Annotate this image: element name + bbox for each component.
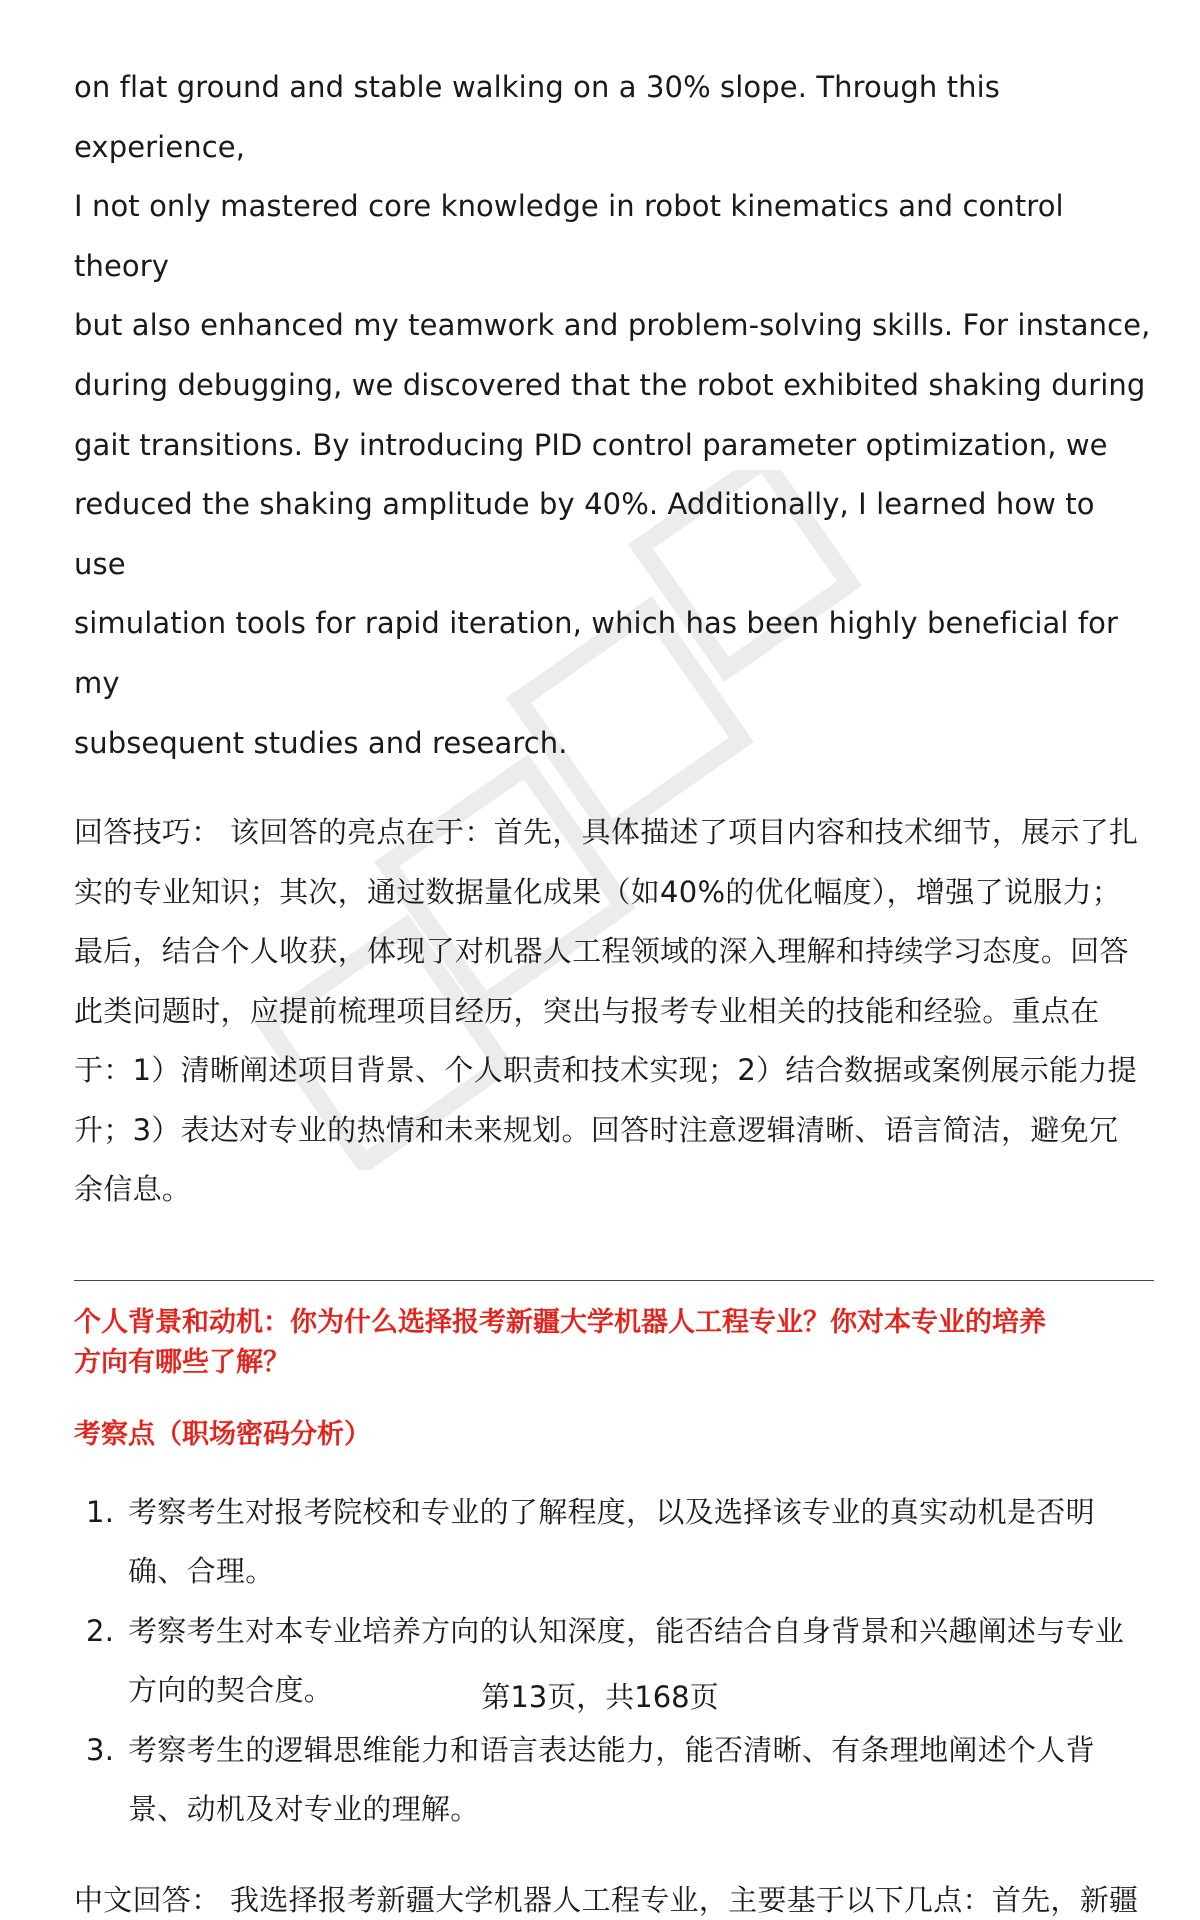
chinese-answer-start: 中文回答： 我选择报考新疆大学机器人工程专业，主要基于以下几点：首先，新疆 <box>74 1882 1139 1917</box>
question-heading <box>74 1303 1154 1383</box>
page-footer: 第13页，共168页 <box>481 1680 719 1714</box>
english-answer-paragraph <box>74 58 1154 773</box>
list-item-line: 方向的契合度。 <box>128 1673 334 1708</box>
text-line: 回答技巧： 该回答的亮点在于：首先，具体描述了项目内容和技术细节，展示了扎 <box>74 815 1139 850</box>
list-number: 1. <box>86 1494 115 1529</box>
text-line: simulation tools for rapid iteration, which has been highly beneficial for my <box>74 606 1119 700</box>
text-line: 于：1）清晰阐述项目背景、个人职责和技术实现；2）结合数据或案例展示能力提 <box>74 1053 1138 1088</box>
list-number: 2. <box>86 1613 115 1648</box>
text-line: but also enhanced my teamwork and problem-solving skills. For instance, <box>74 308 1151 343</box>
list-item-line: 考察考生对报考院校和专业的了解程度，以及选择该专业的真实动机是否明 <box>128 1494 1095 1529</box>
list-item-line: 确、合理。 <box>128 1554 275 1589</box>
text-line: 实的专业知识；其次，通过数据量化成果（如40%的优化幅度），增强了说服力； <box>74 874 1122 909</box>
text-line: reduced the shaking amplitude by 40%. Additionally, I learned how to use <box>74 487 1095 581</box>
list-item-line: 考察考生对本专业培养方向的认知深度，能否结合自身背景和兴趣阐述与专业 <box>128 1613 1125 1648</box>
question-line: 方向有哪些了解？ <box>74 1346 290 1378</box>
text-line: 此类问题时，应提前梳理项目经历，突出与报考专业相关的技能和经验。重点在 <box>74 993 1100 1028</box>
section-divider <box>74 1280 1154 1281</box>
question-line: 个人背景和动机：你为什么选择报考新疆大学机器人工程专业？你对本专业的培养 <box>74 1306 1046 1338</box>
list-item-line: 景、动机及对专业的理解。 <box>128 1792 480 1827</box>
answer-tips-paragraph <box>74 803 1154 1220</box>
list-number: 3. <box>86 1732 115 1767</box>
text-line: 升；3）表达对专业的热情和未来规划。回答时注意逻辑清晰、语言简洁，避免冗 <box>74 1112 1119 1147</box>
text-line: during debugging, we discovered that the robot exhibited shaking during <box>74 367 1146 402</box>
page-content <box>74 58 1154 1920</box>
list-item <box>74 1483 1154 1602</box>
text-line: I not only mastered core knowledge in robot kinematics and control theory <box>74 189 1064 283</box>
list-item <box>74 1721 1154 1840</box>
analysis-heading: 考察点（职场密码分析） <box>74 1418 371 1450</box>
text-line: gait transitions. By introducing PID control parameter optimization, we <box>74 427 1108 462</box>
text-line: subsequent studies and research. <box>74 725 568 760</box>
text-line: 最后，结合个人收获，体现了对机器人工程领域的深入理解和持续学习态度。回答 <box>74 934 1129 969</box>
text-line: on flat ground and stable walking on a 30% slope. Through this experience, <box>74 70 1000 164</box>
analysis-points-list <box>74 1483 1154 1840</box>
text-line: 余信息。 <box>74 1172 192 1207</box>
list-item-line: 考察考生的逻辑思维能力和语言表达能力，能否清晰、有条理地阐述个人背 <box>128 1732 1095 1767</box>
